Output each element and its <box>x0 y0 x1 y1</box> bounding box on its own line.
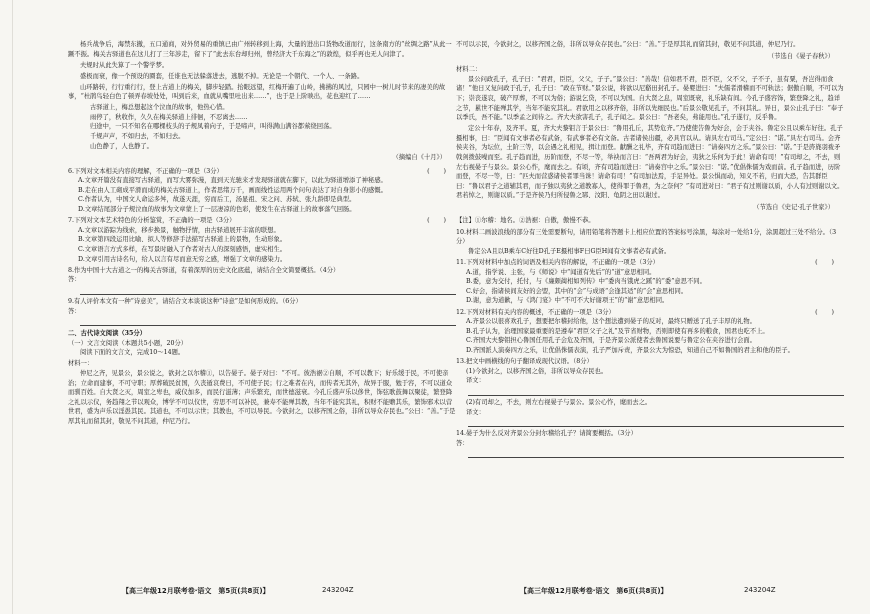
passage-line: 雨停了，秋收作，久久在梅关驿道上徘徊，不忍离去…… <box>90 113 248 121</box>
passage-line: 归途中，一只不知名在哪棵枝头的子规凤着向子，于是啼声，叫得满山满谷都萦绕回荡。 <box>90 123 336 131</box>
page-6 <box>456 40 844 600</box>
exam-code: 243204Z <box>322 586 354 594</box>
material-source: （节选自《晏子春秋》） <box>767 52 834 60</box>
answer-bracket[interactable]: ( ) <box>815 308 840 316</box>
option-a: A.齐景公以很喜欢孔子，想要把尔稽封给他，这个想法遭到晏子的反对，最终只赠送了孔子丰厚的礼物。 <box>466 318 756 326</box>
footer-title: 【高三年级12月联考卷·语文 第6页(共8页)】 <box>520 587 668 595</box>
passage-paragraph: 夫规时从此失算了一个警学梦。 <box>80 61 169 69</box>
page-5 <box>68 40 456 600</box>
material-text: 定公十年春，及齐平。夏，齐大夫黎钼言于景公曰：“鲁用孔丘，其势危齐。”乃使使告鲁为好会，会于夹谷。鲁定公且以乘车好往。孔子摄相事，曰：“臣闻有文事者必有武备，有武事者必有文备。古者诸侯出疆，必具官以从。请具左右司马。”定公曰：“诺。”具左右司马。会齐侯夹谷，为坛位，土阶三等，以会遇之礼相见，揖让而登。献酬之礼毕，齐有司趋而进曰：“请奏四方之乐。”景公曰：“诺。”于是旍旄羽袯矛戟剑拨鼓噪而至。孔子趋而进，历阶而登，不尽一等，举袂而言曰：“吾两君为好会，夷狄之乐何为于此！请命有司！”有司却之，不去，则左右视晏子与景公。景公心怍，麾而去之。有顷，齐有司趋而进曰：“请奏宫中之乐。”景公曰：“诺。”优倡侏儒为戏而前。孔子趋而进，历阶而登，不尽一等，曰：“匹夫而营惑诸侯者罪当诛！请命有司！”有司加法焉，手足异处。景公惧而动，知义不若，归而大恐，告其群臣曰：“鲁以君子之道辅其君，而子独以夷狄之道教寡人，使得罪于鲁君，为之奈何？”有司进对曰：“君子有过则谢以质，小人有过则谢以文。君若悼之，则谢以质。”于是齐侯乃归所侵鲁之郓、汶阳、龟阴之田以谢过。 <box>456 125 844 200</box>
passage-paragraph: 山环路转，行行重行行，登上古道上的梅关，脚步轻踏。抬眼远望，红梅开遍了山岭，拂拂的风过，只园中一树儿时节来的凄美的故事，“杜鹃鸟轻白色了顿弄春坡处处，叫到后来，血就从嘴里吐出来……”，也于是上阶映出，花也迎红了…… <box>68 83 446 101</box>
question-6 <box>68 167 456 215</box>
question-stem: 13.把文中画横线的句子翻译成现代汉语。（8分） <box>456 358 593 366</box>
option-c: C.文章语言方式多样，在写景时融入了作者对古人的深刻感悟，虚实相生。 <box>78 246 287 254</box>
page-6-footer <box>520 586 776 596</box>
subsection-heading: （一）文言文阅读（本题共5小题，20分） <box>68 339 188 347</box>
question-8 <box>68 266 456 295</box>
question-14 <box>456 429 844 458</box>
material-label: 材料二： <box>456 66 482 74</box>
instruction: 阅读下面的文言文，完成10～14题。 <box>80 349 185 357</box>
sentence-2: (2)有司却之，不去，则左右视晏子与景公。景公心怍，麾而去之。 <box>466 398 652 406</box>
answer-label: 答： <box>456 439 469 447</box>
answer-line[interactable] <box>80 316 456 326</box>
page-5-footer <box>122 586 354 596</box>
passage-line: 山色静了，人也静了。 <box>90 142 153 150</box>
option-d: D.齐国派人演奏四方之乐，让优倡侏儒表演，孔子严加斥责，齐景公大为惊恐，知道自己不如鲁国的君主和他的臣子。 <box>466 346 794 354</box>
question-stem: 14.晏子为什么反对齐景公分封尔稽给孔子？请简要概括。（3分） <box>456 430 637 438</box>
material-text: 不可以示民，今欲封之，以移齐国之俗，非所以导众存民也。”公曰：“善。”于是厚其礼而留其封，敬见不问其道，仲尼乃行。 <box>456 41 800 48</box>
notes: 【注】①尔稽：地名。②浩裾：自傲，傲慢不恭。 <box>456 217 595 225</box>
option-a: A.道，指学说、主张，与《师说》中“闻道有先后”的“道”意思相同。 <box>466 268 656 276</box>
option-b: B.委，意为交付，托付，与《廉颇蔺相如列传》中“委肉当饿虎之蹊”的“委”意思不同。 <box>466 278 706 286</box>
translation-label: 译文： <box>466 377 485 385</box>
exam-code: 243204Z <box>744 586 776 594</box>
answer-bracket[interactable]: ( ) <box>427 167 452 175</box>
material-text: 仲尼之齐，见景公，景公说之，欲封之以尔稽①，以告晏子。晏子对曰：“不可。彼浩裾②自顺，不可以教下；好乐缓于民，不可使亲治；立命而建事，不可守职；厚葬破民贫国，久丧遁哀费日，不可使子民；行之难者在内，而传者无其外，故异于服，勉于容，不可以道众而驯百姓。自大贤之灭，周室之卑也，威仪加多，而民行滋薄；声乐繁充，而世德滋衰。今孔丘盛声乐以侈世，饰弦歌鼓舞以聚徒，繁登降之礼以示仪，务趋翔之节以观众，博学不可以仪世，劳思不可以补民，兼寿不能殚其教，当年不能究其礼，积财不能赡其乐，繁饰邪术以营世君，盛为声乐以淫愚其民。其道也，不可以示世；其教也，不可以导民。今欲封之，以移齐国之俗，非所以导众存民也。”公曰：“善。”于是厚其礼而留其封，敬见不问其道，仲尼乃行。 <box>68 369 456 425</box>
answer-line[interactable] <box>468 417 844 427</box>
option-b: B.文章第四段运用比喻、拟人等修辞手法描写古驿道上的景物，生动形象。 <box>78 236 287 244</box>
option-c: C.作者认为，中国文人命运多舛，故遂天涯，穷而后工，汤显祖、宋之问、苏轼、张九龄即是典型。 <box>78 196 356 204</box>
binding-margin <box>12 0 13 614</box>
question-stem: 12.下列对材料有关内容的概述，不正确的一项是（3分） <box>456 308 615 316</box>
footer-title: 【高三年级12月联考卷·语文 第5页(共8页)】 <box>122 587 270 595</box>
answer-label: 答： <box>68 276 81 284</box>
option-c: C.齐国大夫黎钼担心鲁国任用孔子会危及齐国，于是齐景公派使者去鲁国说要与鲁定公在夹谷进行会面。 <box>466 337 756 345</box>
passage-paragraph: 盛极而衰，像一个预设的圈套，任谁也无法躲落进去，逃脱不掉。无论是一个朝代、一个人、一条路。 <box>80 72 364 80</box>
material-text: 景公问政孔子，孔子曰：“君君，臣臣，父父，子子。”景公曰：“善哉！信如君不君，臣不臣，父不父，子不子，虽有粟，吾岂得而食诸！”他日又复问政于孔子，孔子曰：“政在节财。”景公说，将欲以尼谿田封孔子。晏婴进曰：“夫儒者滑稽而不可轨法；倨傲自顺，不可以为下；崇丧遂哀，破产厚葬，不可以为俗；游说乞贷，不可以为国。自大贤之息，周室既衰，礼乐缺有间。今孔子盛容饰，繁登降之礼，趋详之节，累世不能殚其学，当年不能究其礼。君欲用之以移齐俗，非所以先细民也。”后景公敬见孔子，不问其礼。异日，景公止孔子曰：“奉子以季氏，吾不能。”以季孟之间待之。齐大夫欲害孔子，孔子闻之。景公曰：“吾老矣，弗能用也。”孔子遂行，反乎鲁。 <box>456 75 844 122</box>
question-9 <box>68 297 456 326</box>
answer-line[interactable] <box>468 386 844 396</box>
option-a: A.文章开篇没有直接写古驿道，而写大雾弥漫，直到天光驰来才发现驿道就在脚下，以此为驿道增添了神秘感。 <box>78 177 387 185</box>
answer-bracket[interactable]: ( ) <box>815 259 840 267</box>
option-b: B.孔子认为，治理国家最重要的是遵奉“君臣父子之礼”及节省财物，否则即使有再多的粮食，国君也吃不上。 <box>466 327 769 335</box>
answer-label: 答： <box>68 307 81 315</box>
section-heading: 二、古代诗文阅读（35分） <box>68 330 147 338</box>
question-12 <box>456 308 844 356</box>
passage-source: （摘编自《十月》） <box>392 154 446 162</box>
question-stem: 11.下列对材料中加点的词语及相关内容的解说，不正确的一项是（3分） <box>456 259 659 267</box>
option-d: D.文章引用古诗名句，给人以言有尽而意无穷之感，增强了文章的感染力。 <box>78 255 287 263</box>
answer-line[interactable] <box>80 285 456 295</box>
option-d: D.文章结尾部分子规泣血的故事为文章蒙上了一层凄凉的色彩，使发生在古驿道上的故事落气回肠。 <box>78 206 356 214</box>
passage-line: 古驿道上，梅总想起这个泣血的故事，他热心惜。 <box>90 104 229 112</box>
question-10 <box>456 228 844 257</box>
material-source: （节选自《史记·孔子世家》） <box>753 203 834 211</box>
option-d: D.谢，意为道歉，与《鸿门宴》中“不可不大好谢项王”的“谢”意思相同。 <box>466 297 669 305</box>
translation-label: 译文： <box>466 408 485 416</box>
question-stem: 10.材料二画波浪线的部分有三处需要断句，请用铅笔将答题卡上相应位置的答案标号涂黑，每涂对一处给1分，涂黑超过三处不给分。（3分） <box>456 228 837 246</box>
question-stem: 9.有人评价本文有一种“诗意美”，请结合文本谈谈这种“诗意”是如何形成的。（6分） <box>68 298 302 305</box>
option-a: A.文章以游踪为线索，移步换景，触物抒情，由古驿道展开丰富的联想。 <box>78 226 280 234</box>
material-label: 材料一： <box>68 360 94 368</box>
question-11 <box>456 258 844 306</box>
passage-paragraph: 杨兵战争后，海禁东撤，五口通商，对外贸易的重镇已由广州转移到上海，大量的进出口货物改道而行，这条南方的“丝绸之路”从此一蹶不振。梅关古驿道也在这儿打了三年涉走，留下了“此去东台却归州，曾经济大千东海之”的敦煌，似乎再也无人问津了。 <box>68 41 452 58</box>
question-stem: 7.下列对文本艺术特色的分析鉴赏，不正确的一项是（3分） <box>68 217 236 225</box>
answer-line[interactable] <box>468 448 844 458</box>
answer-bracket[interactable]: ( ) <box>427 217 452 225</box>
passage-line: 千规声声，不如归去，不如归去。 <box>90 132 185 140</box>
question-13 <box>456 357 844 427</box>
question-stem: 6.下列对文本相关内容的理解，不正确的一项是（3分） <box>68 167 223 175</box>
sentence-to-punctuate[interactable]: 鲁定公A且以B乘车C好往D孔子E摄相事F曰G臣H闻有文事者必有武备。 <box>468 247 671 255</box>
option-b: B.走在由人工砌成平滑而成的梅关古驿道上，作者思绪万千，画面线性运用两个问句表达了对自身影小的感慨。 <box>78 186 387 194</box>
question-stem: 8.作为中国十大古道之一的梅关古驿道，有着深厚的历史文化底蕴，请结合全文简要概括。（4分） <box>68 266 340 274</box>
option-c: C.好会，指诸侯间友好的会盟，其中的“会”与成语“会逢其适”的“会”意思相同。 <box>466 287 688 295</box>
question-7 <box>68 216 456 264</box>
sentence-1: (1)今欲封之，以移齐国之俗，非所以导众存民也。 <box>466 367 608 375</box>
